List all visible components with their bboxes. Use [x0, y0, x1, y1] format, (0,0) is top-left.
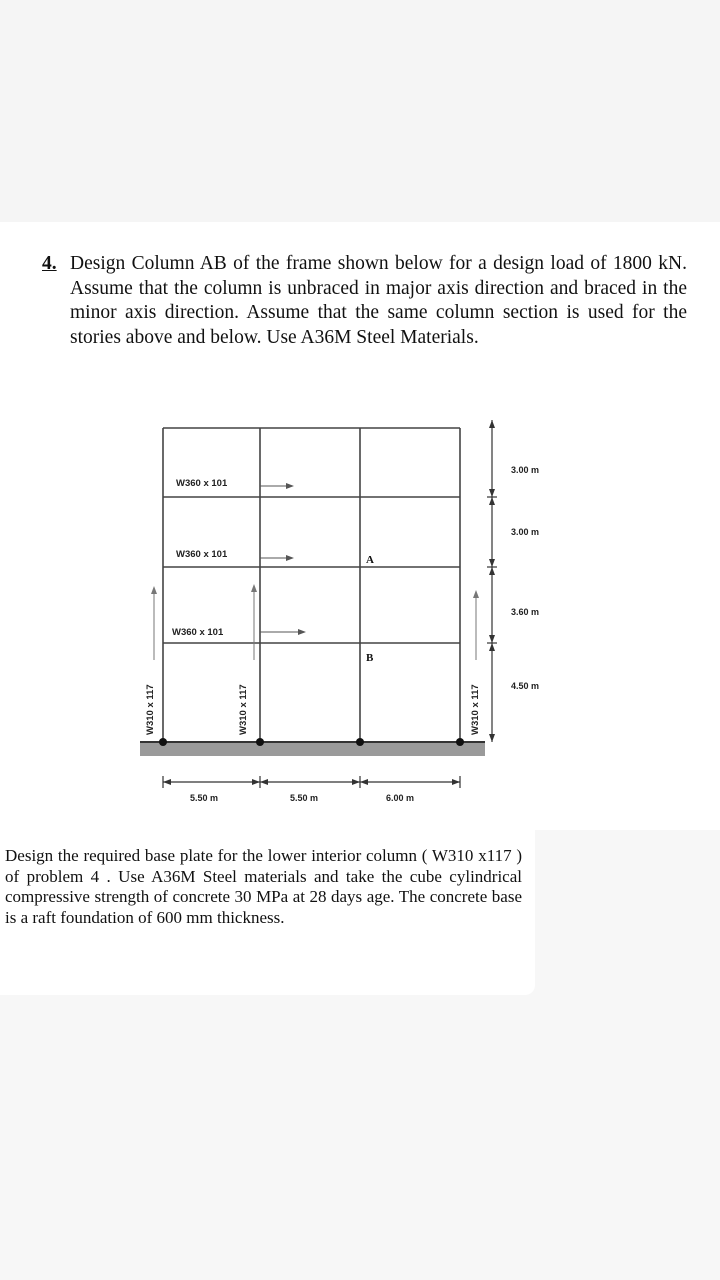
height-dim-arrow-top	[489, 420, 495, 428]
base-plate-note	[0, 830, 535, 995]
bay-width-3: 6.00 m	[386, 793, 415, 803]
frame-members	[163, 428, 460, 742]
support-node-4	[456, 738, 464, 746]
height-dimension-line	[487, 420, 497, 742]
story-height-4: 4.50 m	[511, 681, 540, 691]
base-plate-note-text: Design the required base plate for the lower interior column ( W310 x117 ) of problem 4 . Use A36M Steel materials and take the cube cylindrical compressive strength of concrete 30 MPa at 28 days age. The concrete base is a raft foundation of 600 mm thickness.	[5, 846, 522, 927]
beam-arrows	[260, 486, 298, 632]
support-node-3	[356, 738, 364, 746]
column-arrowheads	[151, 584, 479, 598]
column-arrowhead-1	[151, 586, 157, 594]
ground-hatch	[140, 742, 485, 756]
width-dim-arrow-3b	[360, 779, 368, 785]
width-dim-arrow-4	[452, 779, 460, 785]
problem-text: Design Column AB of the frame shown below for a design load of 1800 kN. Assume that the column is unbraced in major axis direction and braced in the minor axis direction. Assume that the same column section is used for the stories above and below. Use A36M Steel Materials.	[70, 253, 687, 348]
bay-width-1: 5.50 m	[190, 793, 219, 803]
column-label-2: W310 x 117	[238, 684, 249, 735]
height-dim-arrow-3a	[489, 559, 495, 567]
width-dim-arrow-2b	[260, 779, 268, 785]
story-height-2: 3.00 m	[511, 527, 540, 537]
width-dim-arrow-1	[163, 779, 171, 785]
beam-label-2: W360 x 101	[176, 549, 228, 560]
bay-width-2: 5.50 m	[290, 793, 319, 803]
height-dim-arrow-2a	[489, 489, 495, 497]
beam-arrowhead-1	[286, 483, 294, 489]
beam-arrowheads	[286, 483, 306, 635]
beam-arrowhead-2	[286, 555, 294, 561]
height-dim-arrow-bottom	[489, 734, 495, 742]
width-dim-arrow-2a	[252, 779, 260, 785]
story-height-3: 3.60 m	[511, 607, 540, 617]
story-height-1: 3.00 m	[511, 465, 540, 475]
height-dim-arrow-4a	[489, 635, 495, 643]
width-dimension-line	[163, 776, 460, 788]
width-dim-arrow-3a	[352, 779, 360, 785]
beam-label-1: W360 x 101	[176, 478, 228, 489]
point-a-label: A	[366, 554, 374, 566]
column-arrows	[154, 592, 476, 660]
column-arrowhead-2	[251, 584, 257, 592]
height-dim-arrow-2b	[489, 497, 495, 505]
support-node-2	[256, 738, 264, 746]
support-node-1	[159, 738, 167, 746]
point-b-label: B	[366, 652, 374, 664]
column-label-3: W310 x 117	[470, 684, 481, 735]
column-arrowhead-3	[473, 590, 479, 598]
beam-arrowhead-3	[298, 629, 306, 635]
column-label-1: W310 x 117	[145, 684, 156, 735]
height-dim-arrow-3b	[489, 567, 495, 575]
height-dim-arrow-4b	[489, 643, 495, 651]
beam-label-3: W360 x 101	[172, 627, 224, 638]
problem-number: 4.	[42, 253, 57, 274]
